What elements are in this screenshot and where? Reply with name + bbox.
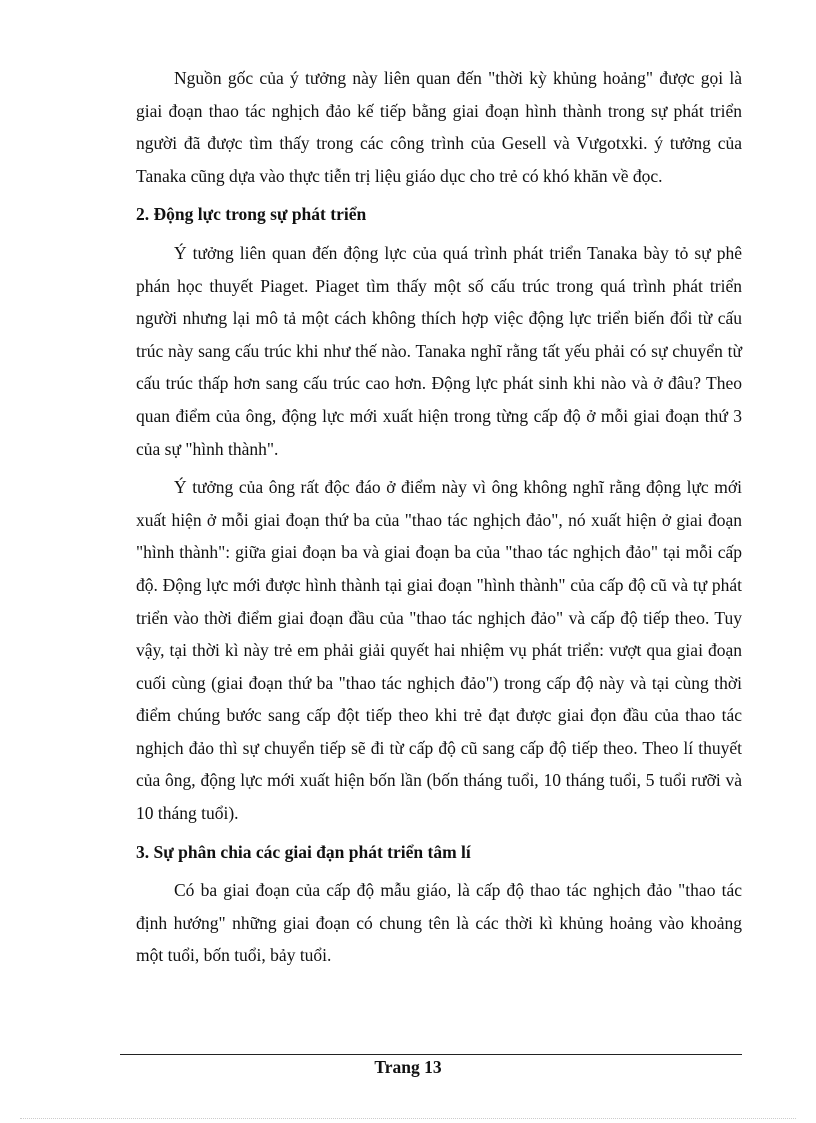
paragraph-origin-of-idea: Nguồn gốc của ý tưởng này liên quan đến "thời kỳ khủng hoảng" được gọi là giai đoạn thao tác nghịch đảo kế tiếp bằng giai đoạn hình thành trong sự phát triển người đã được tìm thấy trong các công trình của Gesell và Vưgotxki. ý tưởng của Tanaka cũng dựa vào thực tiễn trị liệu giáo dục cho trẻ có khó khăn về đọc. <box>136 68 742 186</box>
section-heading-3: 3. Sự phân chia các giai đạn phát triển tâm lí <box>136 841 471 862</box>
section-heading-2: 2. Động lực trong sự phát triển <box>136 204 367 225</box>
page-body <box>136 62 742 972</box>
paragraph-stages: Có ba giai đoạn của cấp độ mẫu giáo, là cấp độ thao tác nghịch đảo "thao tác định hướng" những giai đoạn có chung tên là các thời kì khủng hoảng vào khoảng một tuổi, bốn tuổi, bảy tuổi. <box>136 880 742 966</box>
paragraph-dynamics-critique: Ý tưởng liên quan đến động lực của quá trình phát triển Tanaka bày tỏ sự phê phán học thuyết Piaget. Piaget tìm thấy một số cấu trúc trong quá trình phát triển người nhưng lại mô tả một cách không thích hợp việc động lực triển biến đổi từ cấu trúc này sang cấu trúc khi như thế nào. Tanaka nghĩ rằng tất yếu phải có sự chuyển từ cấu trúc thấp hơn sang cấu trúc cao hơn. Động lực phát sinh khi nào và ở đâu? Theo quan điểm của ông, động lực mới xuất hiện trong từng cấp độ ở mỗi giai đoạn thứ 3 của sự "hình thành". <box>136 242 742 459</box>
page-bottom-border <box>20 1118 796 1119</box>
paragraph-dynamics-detail: Ý tưởng của ông rất độc đáo ở điểm này vì ông không nghĩ rằng động lực mới xuất hiện ở mỗi giai đoạn thứ ba của "thao tác nghịch đảo", nó xuất hiện ở giai đoạn "hình thành": giữa giai đoạn ba và giai đoạn ba của "thao tác nghịch đảo" tại mỗi cấp độ. Động lực mới được hình thành tại giai đoạn "hình thành" của cấp độ cũ và tự phát triển vào thời điểm giai đoạn đầu của "thao tác nghịch đảo" và cấp độ tiếp theo. Tuy vậy, tại thời kì này trẻ em phải giải quyết hai nhiệm vụ phát triển: vượt qua giai đoạn cuối cùng (giai đoạn thứ ba "thao tác nghịch đảo") trong cấp độ này và tại cùng thời điểm chúng bước sang cấp đột tiếp theo khi trẻ đạt được giai đọn đầu của thao tác nghịch đảo thì sự chuyển tiếp sẽ đi từ cấp độ cũ sang cấp độ tiếp theo. Theo lí thuyết của ông, động lực mới xuất hiện bốn lần (bốn tháng tuổi, 10 tháng tuổi, 5 tuổi rưỡi và 10 tháng tuổi). <box>136 477 742 824</box>
page-number: Trang 13 <box>374 1057 442 1077</box>
